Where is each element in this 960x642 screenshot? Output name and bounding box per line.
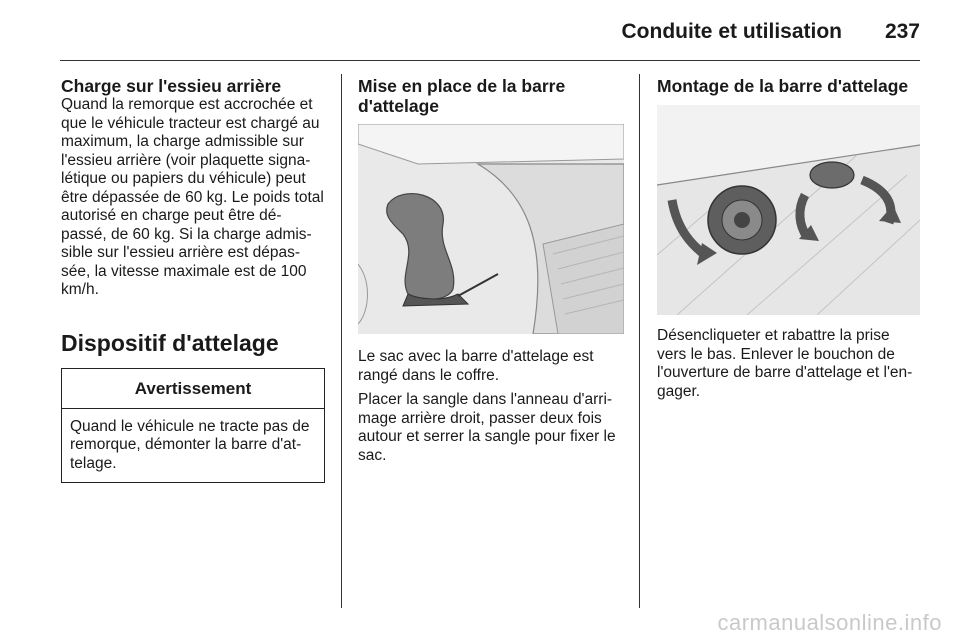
section-text: Quand la remorque est accrochée et que le véhicule tracteur est chargé au maximum, la charge admissible sur l'essieu arrière (voir plaquette signa-létique ou papiers du véhicule) peut être dépassée de 60 kg. Le poids total autorisé en charge peut être dé-passé, de 60 kg. Si la charge admis-sible sur l'essieu arrière est dépas-sée, la vitesse maximale est de 100 km/h. xyxy=(61,96,324,298)
figure-caption: Le sac avec la barre d'attelage est rangé dans le coffre. xyxy=(358,348,594,384)
column-middle xyxy=(358,76,624,465)
trunk-bag-drawing xyxy=(358,124,624,334)
section-heading: Charge sur l'essieu arrière xyxy=(61,76,282,96)
warning-box xyxy=(61,368,325,484)
main-heading: Dispositif d'attelage xyxy=(61,329,279,356)
column-divider xyxy=(639,74,640,608)
section-heading: Montage de la barre d'attelage xyxy=(657,76,909,96)
warning-text: Quand le véhicule ne tracte pas de remorque, démonter la barre d'at-telage. xyxy=(70,417,310,472)
column-divider xyxy=(341,74,342,608)
trunk-bag-illustration xyxy=(358,124,624,334)
tow-bar-socket-drawing xyxy=(657,105,920,315)
figure-caption: Désencliqueter et rabattre la prise vers le bas. Enlever le bouchon de l'ouverture de barre d'attelage et l'en-gager. xyxy=(657,327,913,400)
instruction-text: Placer la sangle dans l'anneau d'arri-mage arrière droit, passer deux fois autour et serrer la sangle pour fixer le sac. xyxy=(358,391,616,464)
watermark: carmanualsonline.info xyxy=(717,610,942,635)
column-right xyxy=(657,76,921,401)
section-heading: Mise en place de la barre d'attelage xyxy=(358,76,566,116)
page-header xyxy=(60,0,920,61)
warning-title: Avertissement xyxy=(62,369,324,409)
column-left xyxy=(61,76,325,483)
chapter-title: Conduite et utilisation xyxy=(621,20,842,43)
page-number: 237 xyxy=(884,20,920,43)
tow-bar-socket-illustration xyxy=(657,105,920,315)
